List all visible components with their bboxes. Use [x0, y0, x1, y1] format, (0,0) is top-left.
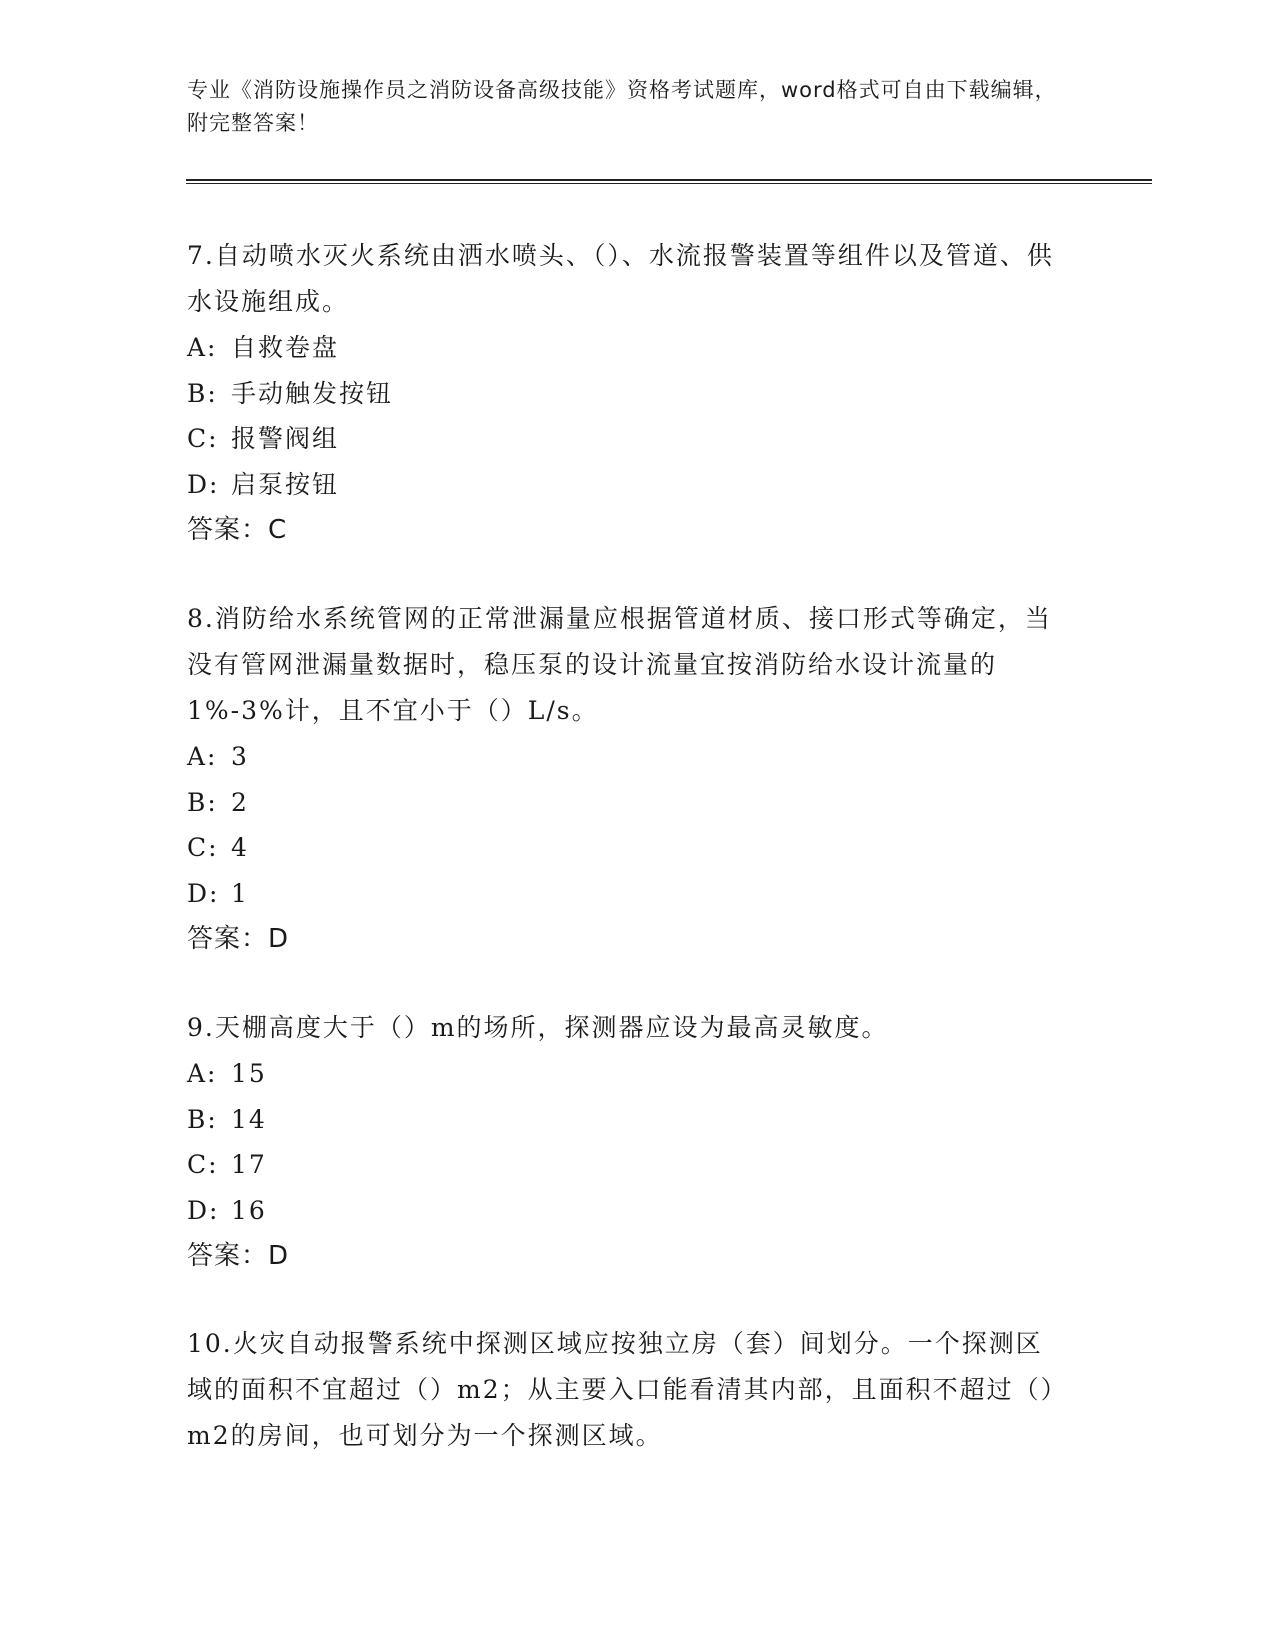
option-text: 3 — [231, 742, 249, 771]
option-b — [187, 371, 1067, 417]
option-text: 自救卷盘 — [231, 333, 340, 362]
option-text: 14 — [231, 1104, 267, 1134]
header-divider-thick — [186, 179, 1152, 181]
answer: 答案：D — [187, 1241, 290, 1271]
option-b — [187, 1097, 1067, 1143]
question-stem: 10.火灾自动报警系统中探测区域应按独立房（套）间划分。一个探测区域的面积不宜超过（）m2；从主要入口能看清其内部，且面积不超过（）m2的房间，也可划分为一个探测区域。 — [187, 1329, 1056, 1450]
option-text: 17 — [231, 1150, 267, 1179]
option-b — [187, 780, 1067, 826]
option-label: B: — [187, 378, 218, 408]
option-a — [187, 734, 1067, 780]
question-stem: 7.自动喷水灭火系统由洒水喷头、（）、水流报警装置等组件以及管道、供水设施组成。 — [187, 241, 1054, 316]
option-d — [187, 871, 1067, 917]
document-header: 专业《消防设施操作员之消防设备高级技能》资格考试题库，word格式可自由下载编辑，附完整答案！ — [187, 78, 1057, 135]
option-a — [187, 1051, 1067, 1097]
option-text: 15 — [231, 1059, 267, 1088]
option-label: B: — [187, 1104, 218, 1134]
option-c — [187, 825, 1067, 871]
option-d — [187, 462, 1067, 508]
header-divider-thin — [186, 183, 1152, 184]
question-10 — [187, 1321, 1067, 1459]
question-8 — [187, 596, 1067, 962]
option-text: 1 — [231, 878, 249, 908]
question-stem: 9.天棚高度大于（）m的场所，探测器应设为最高灵敏度。 — [187, 1013, 889, 1042]
option-d — [187, 1188, 1067, 1234]
option-label: D: — [187, 878, 220, 908]
option-label: A: — [187, 333, 218, 362]
option-text: 4 — [231, 833, 249, 862]
option-text: 2 — [231, 787, 249, 817]
option-text: 报警阀组 — [231, 424, 340, 453]
question-7 — [187, 233, 1067, 553]
option-c — [187, 1142, 1067, 1188]
answer: 答案：D — [187, 924, 290, 954]
option-label: B: — [187, 787, 218, 817]
option-text: 16 — [231, 1195, 267, 1225]
option-c — [187, 416, 1067, 462]
answer: 答案：C — [187, 515, 288, 545]
option-text: 启泵按钮 — [231, 469, 340, 499]
option-label: D: — [187, 1195, 220, 1225]
question-9 — [187, 1005, 1067, 1279]
option-label: C: — [187, 1150, 219, 1179]
question-stem: 8.消防给水系统管网的正常泄漏量应根据管道材质、接口形式等确定，当没有管网泄漏量数据时，稳压泵的设计流量宜按消防给水设计流量的1%-3%计，且不宜小于（）L/s。 — [187, 604, 1052, 725]
option-a — [187, 325, 1067, 371]
option-label: C: — [187, 833, 219, 862]
option-label: A: — [187, 1059, 218, 1088]
option-label: C: — [187, 424, 219, 453]
option-text: 手动触发按钮 — [231, 378, 394, 408]
option-label: A: — [187, 742, 218, 771]
option-label: D: — [187, 469, 220, 499]
